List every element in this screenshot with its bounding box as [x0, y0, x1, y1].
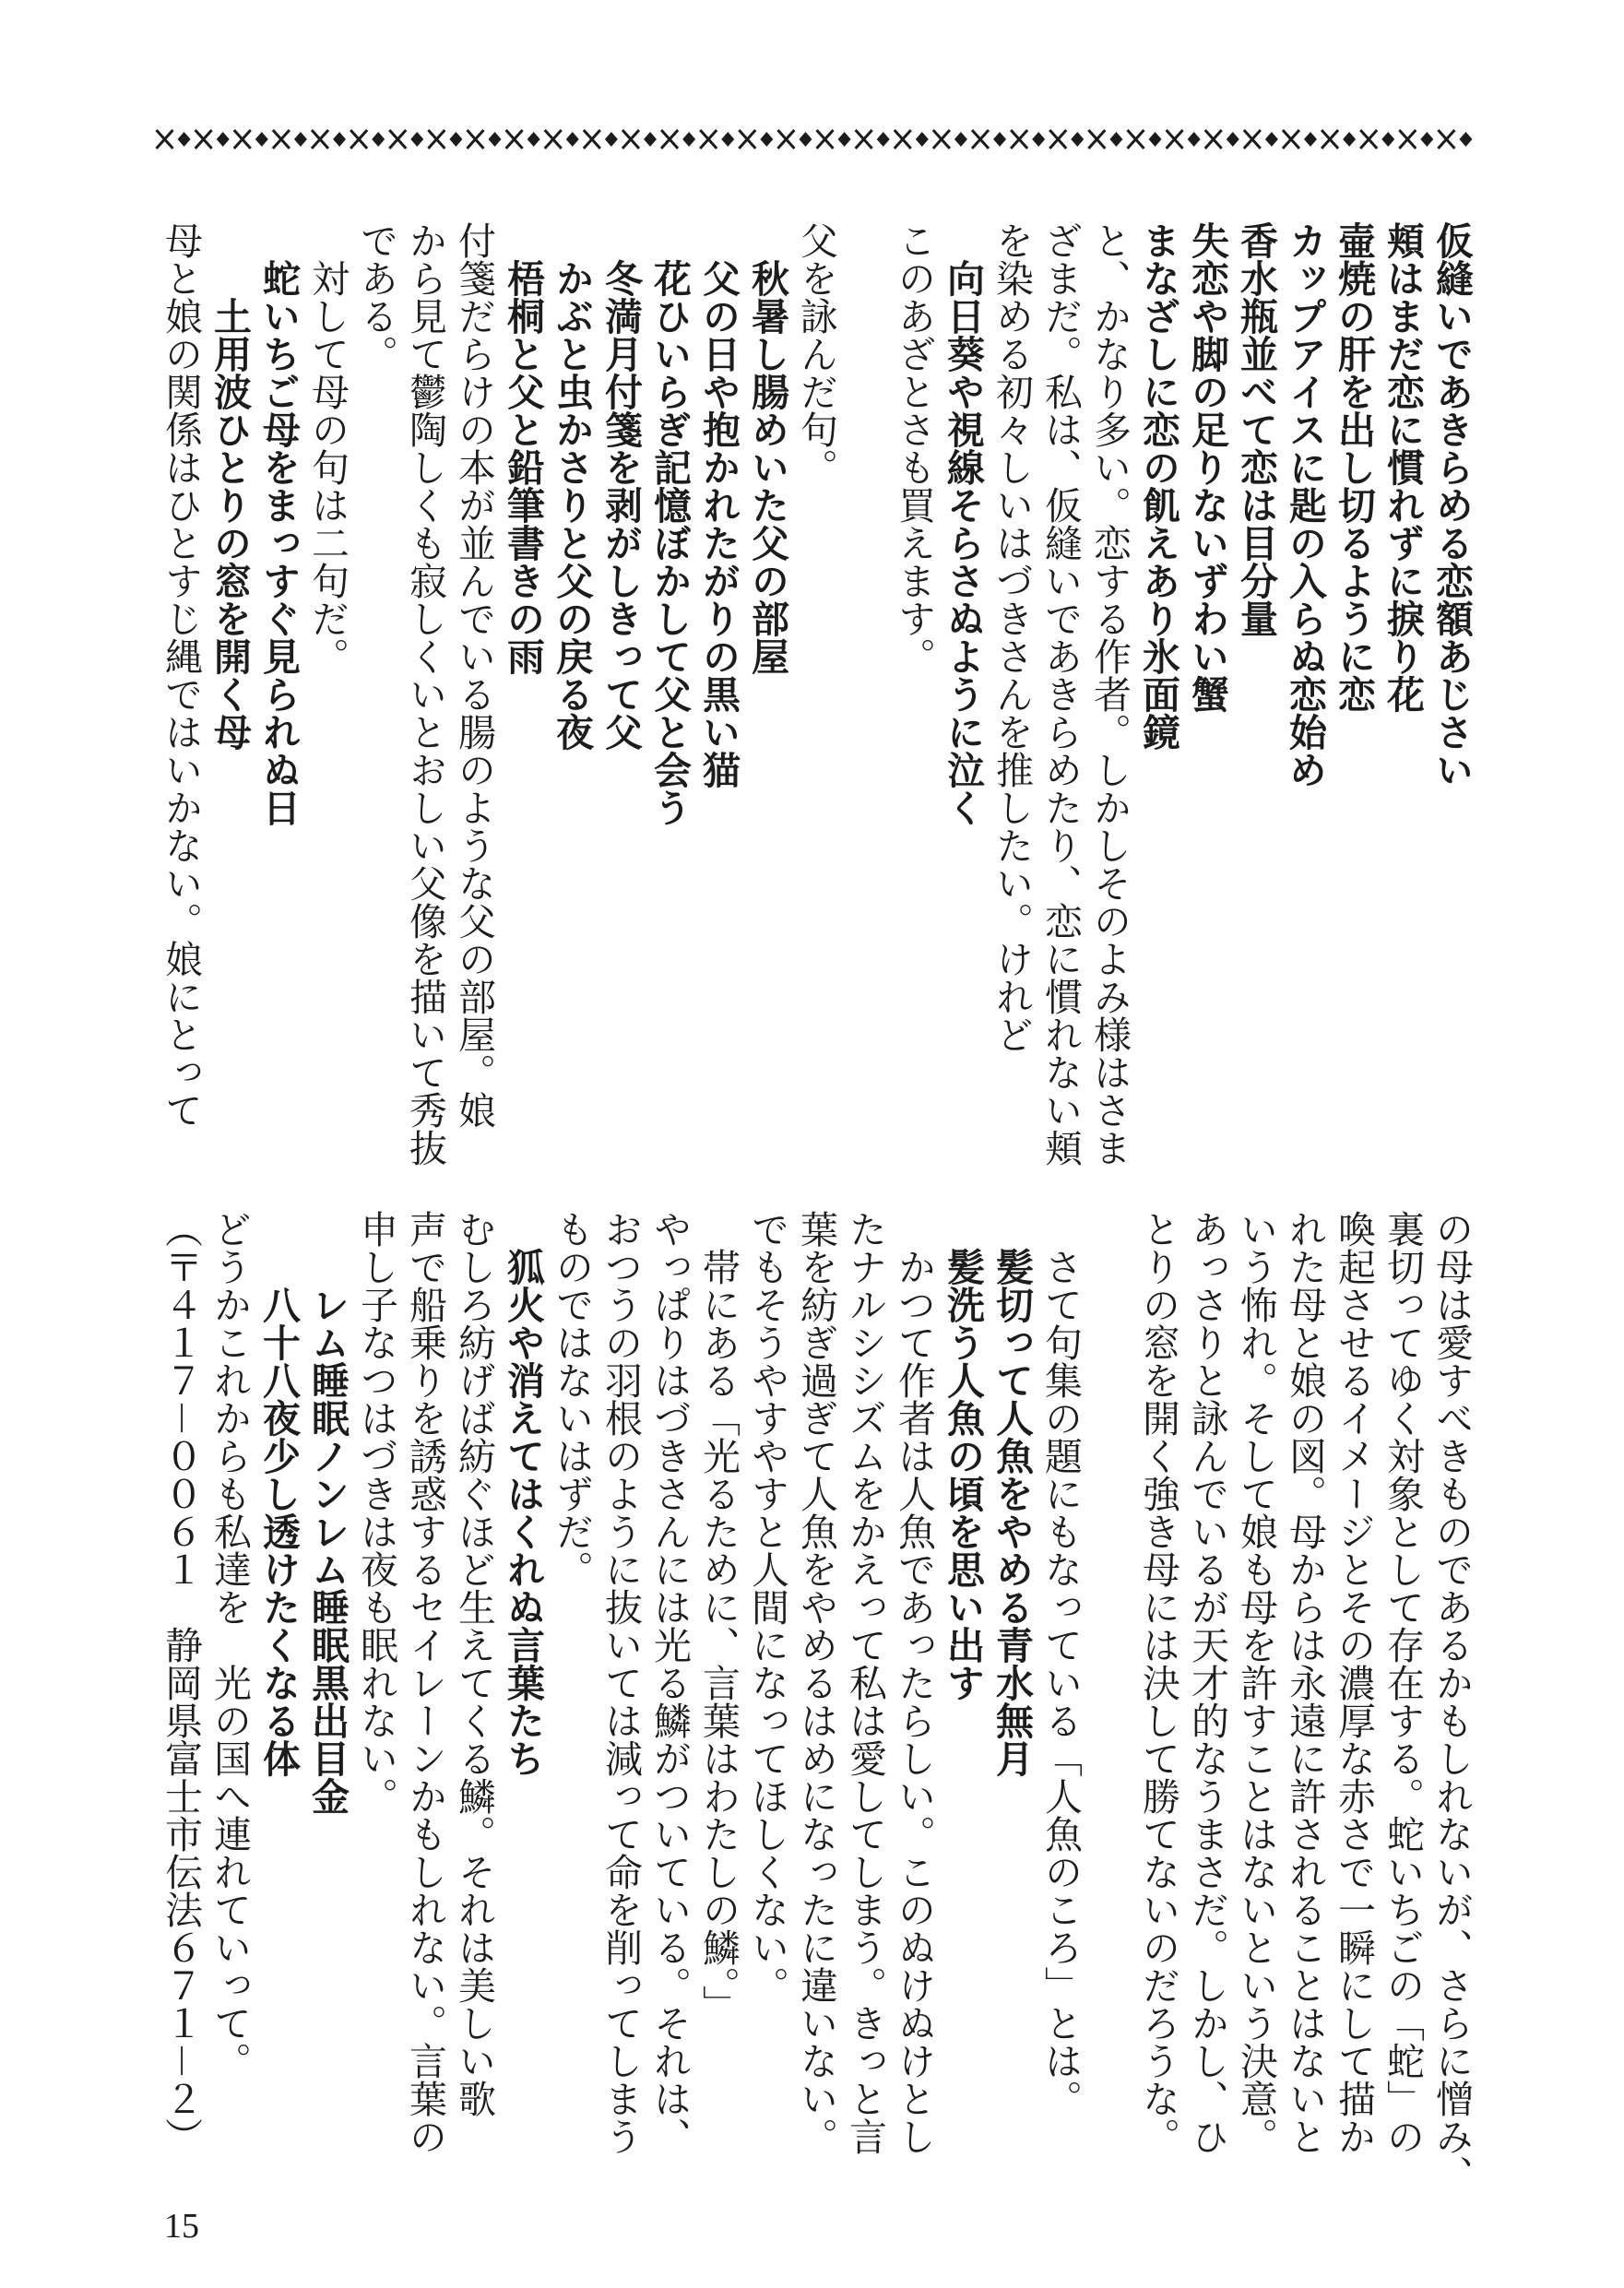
haiku-line: 髪洗う人魚の頃を思い出す — [941, 1248, 985, 1701]
haiku-line: 秋暑し腸めいた父の部屋 — [745, 259, 789, 675]
ornament-diamond — [294, 132, 307, 147]
ornament-cross — [817, 130, 834, 148]
prose-line: である。 — [354, 221, 398, 373]
ornament-diamond — [217, 132, 230, 147]
prose-line: 母と娘の関係はひとすじ縄ではいかない。娘にとって — [159, 221, 203, 1129]
haiku-line: レム睡眠ノンレム睡眠黒出目金 — [305, 1286, 350, 1815]
haiku-line: 失恋や脚の足りないずわい蟹 — [1185, 221, 1229, 713]
ornament-cross — [1283, 130, 1299, 148]
prose-line: れた母と娘の図。母からは永遠に許されることはないと — [1283, 1210, 1327, 2155]
ornament-cross — [584, 130, 600, 148]
upper-text-block — [156, 221, 1476, 1167]
ornament-border — [155, 124, 1476, 155]
ornament-cross — [1322, 130, 1338, 148]
ornament-cross — [545, 130, 562, 148]
prose-line: たナルシシズムをかえって私は愛してしまう。きっと言 — [843, 1210, 887, 2155]
ornament-diamond — [410, 132, 423, 147]
ornament-diamond — [333, 132, 346, 147]
prose-line: このあざとさも買えます。 — [892, 221, 936, 675]
ornament-cross — [933, 130, 950, 148]
ornament-cross — [972, 130, 989, 148]
prose-line: あっさりと詠んでいるが天才的なうまさだ。しかし、ひ — [1185, 1210, 1229, 2155]
prose-line: と、かなり多い。恋する作者。しかしそのよみ様はさま — [1087, 221, 1132, 1167]
prose-line: ざまだ。私は、仮縫いであきらめたり、恋に慣れない頬 — [1038, 221, 1083, 1167]
ornament-diamond — [1343, 132, 1356, 147]
haiku-line: 壷焼の肝を出し切るように恋 — [1332, 221, 1376, 713]
ornament-diamond — [954, 132, 967, 147]
haiku-line: 香水瓶並べて恋は目分量 — [1234, 221, 1278, 637]
ornament-cross — [661, 130, 678, 148]
prose-line: 父を詠んだ句。 — [794, 221, 838, 486]
ornament-cross — [1244, 130, 1261, 148]
prose-line: 葉を紡ぎ過ぎて人魚をやめるはめになったに違いない。 — [794, 1210, 838, 2155]
ornament-diamond — [644, 132, 657, 147]
haiku-line: 花ひいらぎ記憶ぼかして父と会う — [647, 259, 692, 826]
ornament-cross — [506, 130, 523, 148]
ornament-diamond — [799, 132, 812, 147]
haiku-line: 梧桐と父と鉛筆書きの雨 — [501, 259, 545, 675]
ornament-cross — [1205, 130, 1222, 148]
ornament-cross — [1127, 130, 1144, 148]
ornament-cross — [1438, 130, 1454, 148]
ornament-diamond — [1188, 132, 1201, 147]
haiku-line: 狐火や消えてはくれぬ言葉たち — [501, 1248, 545, 1777]
haiku-line: カップアイスに匙の入らぬ恋始め — [1283, 221, 1327, 788]
ornament-cross — [622, 130, 639, 148]
ornament-cross — [234, 130, 251, 148]
prose-line: ものではないはずだ。 — [550, 1210, 594, 1588]
prose-line: かつて作者は人魚であったらしい。このぬけぬけとし — [892, 1248, 936, 2155]
lower-text-block — [156, 1210, 1476, 2193]
ornament-diamond — [877, 132, 890, 147]
prose-line: の母は愛すべきものであるかもしれないが、さらに憎み、 — [1429, 1210, 1474, 2193]
ornament-diamond — [489, 132, 502, 147]
prose-line: とりの窓を開く強き母には決して勝てないのだろうな。 — [1136, 1210, 1180, 2155]
ornament-diamond — [566, 132, 579, 147]
ornament-cross — [856, 130, 872, 148]
ornament-cross — [1049, 130, 1066, 148]
prose-line: やっぱりはづきさんには光る鱗がついている。それは、 — [647, 1210, 692, 2155]
ornament-diamond — [721, 132, 734, 147]
ornament-diamond — [1459, 132, 1472, 147]
prose-line: むしろ紡げば紡ぐほど生えてくる鱗。それは美しい歌 — [452, 1210, 496, 2117]
ornament-cross — [467, 130, 483, 148]
ornament-diamond — [605, 132, 618, 147]
haiku-line: 八十八夜少し透けたくなる体 — [256, 1286, 301, 1777]
prose-line: から見て鬱陶しくも寂しくいとおしい父像を描いて秀抜 — [403, 221, 447, 1167]
haiku-line: 蛇いちご母をまっすぐ見られぬ日 — [256, 259, 301, 826]
ornament-diamond — [838, 132, 851, 147]
ornament-diamond — [1149, 132, 1162, 147]
haiku-line: 仮縫いであきらめる恋額あじさい — [1429, 221, 1474, 788]
address-line: （〒４１７－００６１ 静岡県富士市伝法６７１－２） — [159, 1210, 203, 2155]
prose-line: を染める初々しいはづきさんを推したい。けれど — [990, 221, 1034, 1053]
prose-line: 対して母の句は二句だ。 — [305, 259, 350, 675]
haiku-line: 冬満月付箋を剥がしきって父 — [599, 259, 643, 751]
prose-line: 裏切ってゆく対象として存在する。蛇いちごの「蛇」の — [1381, 1210, 1425, 2155]
ornament-diamond — [916, 132, 929, 147]
ornament-cross — [1011, 130, 1027, 148]
prose-line: さて句集の題にもなっている「人魚のころ」とは。 — [1038, 1248, 1083, 2117]
ornament-diamond — [1071, 132, 1084, 147]
prose-line: 声で船乗りを誘惑するセイレーンかもしれない。言葉の — [403, 1210, 447, 2155]
ornament-diamond — [255, 132, 268, 147]
ornament-cross — [196, 130, 212, 148]
ornament-cross — [700, 130, 717, 148]
haiku-line: かぶと虫かさりと父の戻る夜 — [550, 259, 594, 751]
ornament-diamond — [449, 132, 462, 147]
haiku-line: 向日葵や視線そらさぬように泣く — [941, 259, 985, 826]
prose-line: どうかこれからも私達を 光の国へ連れていって。 — [207, 1210, 252, 2080]
prose-line: 申し子なつはづきは夜も眠れない。 — [354, 1210, 398, 1815]
ornament-diamond — [1032, 132, 1045, 147]
ornament-cross — [1088, 130, 1105, 148]
prose-line: 喚起させるイメージとその濃厚な赤さで一瞬にして描か — [1332, 1210, 1376, 2155]
haiku-line: 土用波ひとりの窓を開く母 — [207, 297, 252, 751]
ornament-diamond — [682, 132, 695, 147]
ornament-diamond — [372, 132, 385, 147]
prose-line: でもそうやすやすと人間になってほしくない。 — [745, 1210, 789, 2004]
ornament-diamond — [1109, 132, 1122, 147]
ornament-cross — [1167, 130, 1183, 148]
ornament-cross — [739, 130, 755, 148]
haiku-line: 父の日や抱かれたがりの黒い猫 — [696, 259, 741, 788]
ornament-cross — [777, 130, 794, 148]
ornament-cross — [1399, 130, 1416, 148]
haiku-line: 頬はまだ恋に慣れずに捩り花 — [1381, 221, 1425, 713]
prose-line: 付箋だらけの本が並んでいる腸のような父の部屋。娘 — [452, 221, 496, 1129]
prose-line: 帯にある「光るために、言葉はわたしの鱗。」 — [696, 1248, 741, 2023]
ornament-cross — [895, 130, 911, 148]
haiku-line: 髪切って人魚をやめる青水無月 — [990, 1248, 1034, 1777]
blank-line — [840, 221, 889, 1167]
ornament-cross — [1360, 130, 1377, 148]
ornament-diamond — [993, 132, 1006, 147]
ornament-cross — [428, 130, 445, 148]
ornament-diamond — [1381, 132, 1394, 147]
ornament-cross — [350, 130, 367, 148]
page-number: 15 — [164, 2207, 199, 2246]
ornament-cross — [389, 130, 406, 148]
ornament-diamond — [528, 132, 540, 147]
ornament-diamond — [1304, 132, 1317, 147]
ornament-diamond — [760, 132, 773, 147]
haiku-line: まなざしに恋の飢えあり氷面鏡 — [1136, 221, 1180, 751]
prose-line: いう怖れ。そして娘も母を許すことはないという決意。 — [1234, 1210, 1278, 2155]
ornament-cross — [273, 130, 290, 148]
blank-line — [1085, 1210, 1133, 2155]
ornament-cross — [157, 130, 173, 148]
prose-line: おつうの羽根のように抜いては減って命を削ってしまう — [599, 1210, 643, 2155]
ornament-diamond — [1227, 132, 1239, 147]
ornament-cross — [312, 130, 328, 148]
ornament-diamond — [178, 132, 191, 147]
ornament-diamond — [1265, 132, 1278, 147]
ornament-diamond — [1420, 132, 1433, 147]
